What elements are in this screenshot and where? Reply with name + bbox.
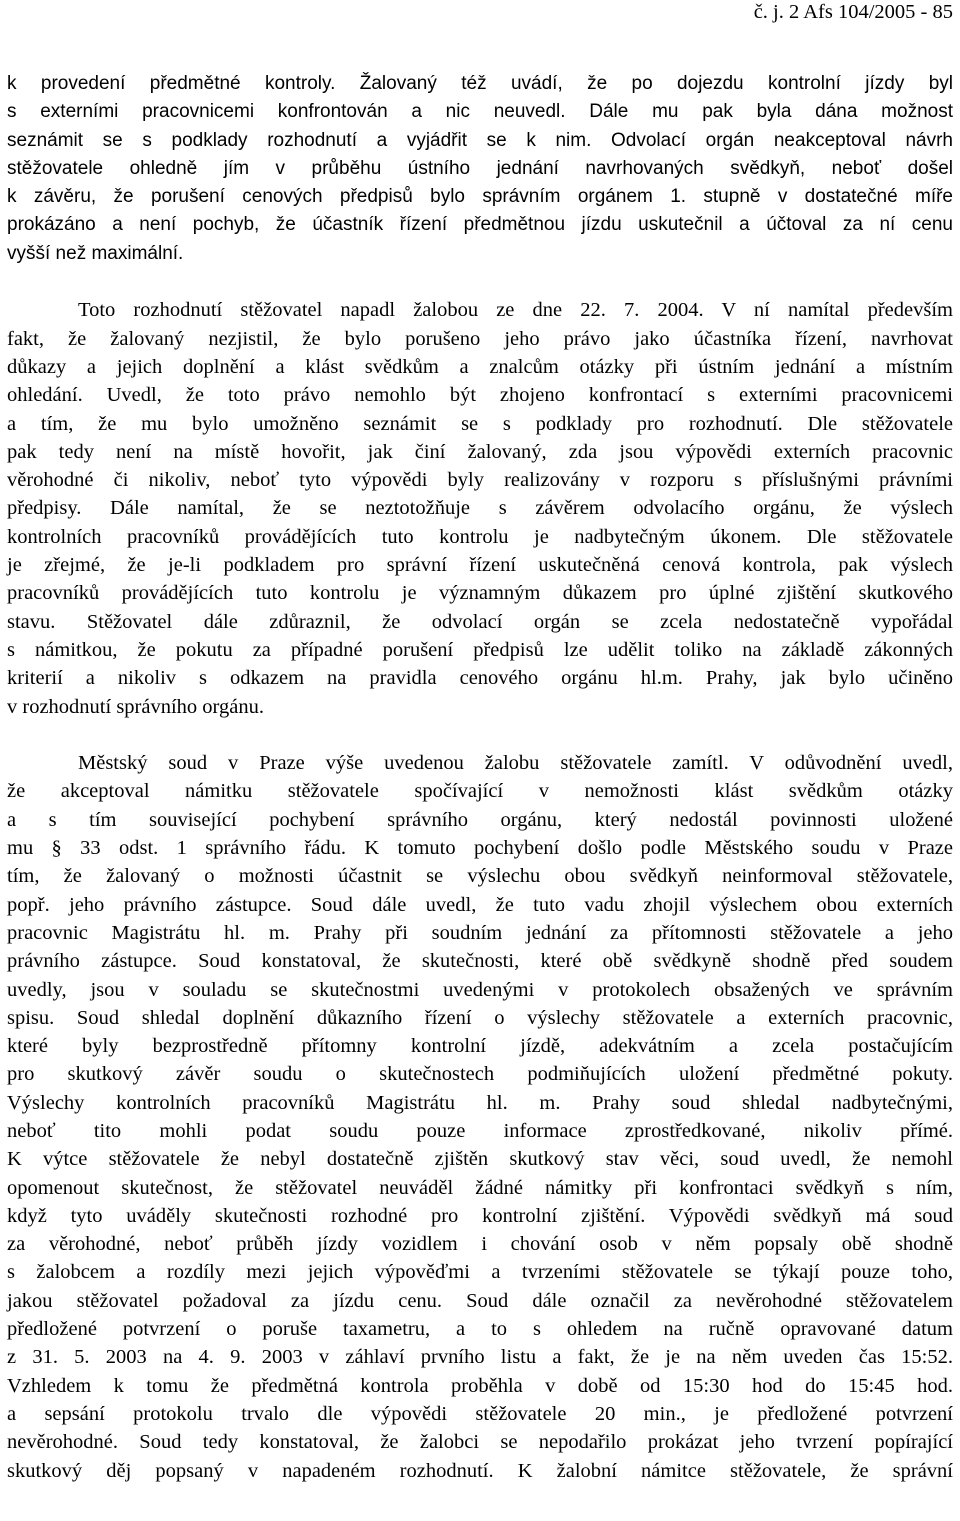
text-line: když tyto uváděly skutečnosti rozhodné pro kontrolní zjištění. Výpovědi svědkyň má soud	[7, 1204, 953, 1227]
text-line: že akceptoval námitku stěžovatele spočívající v nemožnosti klást svědkům otázky	[7, 780, 953, 803]
text-line: jakou stěžovatel požadoval za jízdu cenu. Soud dále označil za nevěrohodné stěžovatelem	[7, 1289, 953, 1312]
text-line: k provedení předmětné kontroly. Žalovaný též uvádí, že po dojezdu kontrolní jízdy byl	[7, 73, 953, 94]
text-line: neboť tito mohli podat soudu pouze informace zprostředkované, nikoliv přímé.	[7, 1119, 953, 1142]
text-line: s námitkou, že pokutu za případné porušení předpisů lze udělit toliko na základě zákonných	[7, 638, 953, 661]
text-line: Toto rozhodnutí stěžovatel napadl žalobou ze dne 22. 7. 2004. V ní namítal především	[78, 299, 953, 322]
text-line: k závěru, že porušení cenových předpisů bylo správním orgánem 1. stupně v dostatečné míře	[7, 186, 953, 208]
text-line: Vzhledem k tomu že předmětná kontrola proběhla v době od 15:30 hod do 15:45 hod.	[7, 1374, 953, 1397]
text-line: pracovníků provádějících tuto kontrolu je významným důkazem pro úplné zjištění skutkového	[7, 582, 953, 605]
text-line: Městský soud v Praze výše uvedenou žalobu stěžovatele zamítl. V odůvodnění uvedl,	[78, 752, 953, 775]
paragraph-gap	[7, 268, 953, 296]
text-line: a tím, že mu bylo umožněno seznámit se s podklady pro rozhodnutí. Dle stěžovatele	[7, 412, 953, 435]
text-line: skutkový děj popsaný v napadeném rozhodnutí. K žalobní námitce stěžovatele, že správní	[7, 1459, 953, 1482]
text-line: seznámit se s podklady rozhodnutí a vyjádřit se k nim. Odvolací orgán neakceptoval návrh	[7, 129, 953, 151]
text-line: vyšší než maximální.	[7, 242, 184, 264]
text-line: s externími pracovnicemi konfrontován a nic neuvedl. Dále mu pak byla dána možnost	[7, 101, 953, 123]
text-line: pracovnic Magistrátu hl. m. Prahy při soudním jednání za přítomnosti stěžovatele a jeho	[7, 921, 953, 944]
text-line: s žalobcem a rozdíly mezi jejich výpověďmi a tvrzeními stěžovatele se týkají pouze toho,	[7, 1261, 953, 1284]
text-line: předpisy. Dále namítal, že se neztotožňuje s závěrem odvolacího orgánu, že výslech	[7, 497, 953, 520]
paragraph-gap	[7, 721, 953, 749]
text-line: které byly bezprostředně přítomny kontrolní jízdě, adekvátním a zcela postačujícím	[7, 1035, 953, 1058]
text-line: nevěrohodné. Soud tedy konstatoval, že žalobci se nepodařilo prokázat jeho tvrzení popírající	[7, 1431, 953, 1454]
text-line: je zřejmé, že je-li podkladem pro správní řízení uskutečněná cenová kontrola, pak výslech	[7, 554, 953, 577]
text-line: a sepsání protokolu trvalo dle výpovědi stěžovatele 20 min., je předložené potvrzení	[7, 1402, 953, 1425]
text-line: stěžovatele ohledně jím v průběhu ústního jednání navrhovaných svědkyň, neboť došel	[7, 157, 953, 179]
text-line: ohledání. Uvedl, že toto právo nemohlo být zhojeno konfrontací s externími pracovnicemi	[7, 384, 953, 407]
text-line: mu § 33 odst. 1 správního řádu. K tomuto pochybení došlo podle Městského soudu v Praze	[7, 837, 953, 860]
text-line: opomenout skutečnost, že stěžovatel neuváděl žádné námitky při konfrontaci svědkyň s ním,	[7, 1176, 953, 1199]
text-line: pro skutkový závěr soudu o skutečnostech podmiňujících uložení předmětné pokuty.	[7, 1063, 953, 1086]
text-line: důkazy a jejich doplnění a klást svědkům a znalcům otázky při ústním jednání a místním	[7, 355, 953, 378]
text-line: právního zástupce. Soud konstatoval, že skutečnosti, které obě svědkyně shodně před soudem	[7, 950, 953, 973]
text-line: Výslechy kontrolních pracovníků Magistrátu hl. m. Prahy soud shledal nadbytečnými,	[7, 1091, 953, 1114]
text-line: předložené potvrzení o poruše taxametru, a to s ohledem na ručně opravované datum	[7, 1318, 953, 1341]
case-number-header: č. j. 2 Afs 104/2005 - 85	[753, 1, 953, 23]
text-line: fakt, že žalovaný nezjistil, že bylo porušeno jeho právo jako účastníka řízení, navrhovat	[7, 327, 953, 350]
text-line: v rozhodnutí správního orgánu.	[7, 695, 264, 718]
text-line: z 31. 5. 2003 na 4. 9. 2003 v záhlaví prvního listu a fakt, že je na něm uveden čas 15:52.	[7, 1346, 953, 1369]
text-line: uvedly, jsou v souladu se skutečnostmi uvedenými v protokolech obsažených ve správním	[7, 978, 953, 1001]
text-line: kontrolních pracovníků provádějících tuto kontrolu je nadbytečným úkonem. Dle stěžovatele	[7, 525, 953, 548]
document-body	[7, 70, 953, 1485]
text-line: pak tedy není na místě hovořit, jak činí žalovaný, zda jsou výpovědi externích pracovnic	[7, 440, 953, 463]
text-line: kriterií a nikoliv s odkazem na pravidla cenového orgánu hl.m. Prahy, jak bylo učiněno	[7, 667, 953, 690]
text-line: spisu. Soud shledal doplnění důkazního řízení o výslechy stěžovatele a externích pracovnic,	[7, 1006, 953, 1029]
text-line: a s tím související pochybení správního orgánu, který nedostál povinnosti uložené	[7, 808, 953, 831]
text-line: věrohodné či nikoliv, neboť tyto výpovědi byly realizovány v rozporu s příslušnými právními	[7, 469, 953, 492]
text-line: stavu. Stěžovatel dále zdůraznil, že odvolací orgán se zcela nedostatečně vypořádal	[7, 610, 953, 633]
text-line: K výtce stěžovatele že nebyl dostatečně zjištěn skutkový stav věci, soud uvedl, že nemohl	[7, 1148, 953, 1171]
text-line: popř. jeho právního zástupce. Soud dále uvedl, že tuto vadu zhojil výslechem obou externích	[7, 893, 953, 916]
text-line: za věrohodné, neboť průběh jízdy vozidlem i chování osob v něm popsaly obě shodně	[7, 1233, 953, 1256]
text-line: tím, že žalovaný o možnosti účastnit se výslechu obou svědkyň neinformoval stěžovatele,	[7, 865, 953, 888]
text-line: prokázáno a není pochyb, že účastník řízení předmětnou jízdu uskutečnil a účtoval za ní cenu	[7, 214, 953, 236]
